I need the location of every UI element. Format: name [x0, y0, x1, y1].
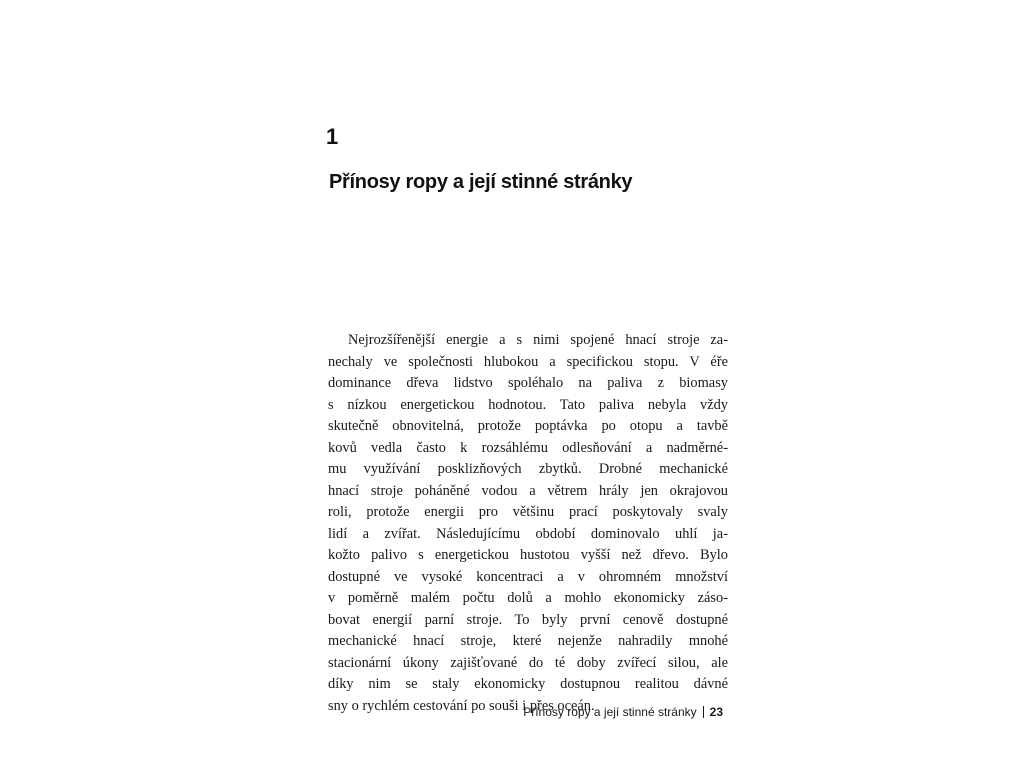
paragraph-line: skutečně obnovitelná, protože poptávka po otopu a tavbě [328, 418, 728, 434]
paragraph-line: kovů vedla často k rozsáhlému odlesňování a nadměrné- [328, 439, 728, 456]
paragraph-line: hnací stroje poháněné vodou a větrem hrály jen okrajovou [328, 482, 728, 499]
paragraph-line: sny o rychlém cestování po souši i přes oceán. [328, 697, 595, 714]
page-number: 23 [709, 705, 723, 719]
paragraph-line: mechanické hnací stroje, které nejenže nahradily mnohé [328, 633, 728, 649]
paragraph-line: bovat energií parní stroje. To byly první cenově dostupné [328, 611, 728, 628]
page-footer [523, 706, 723, 718]
paragraph-line: dominance dřeva lidstvo spoléhalo na paliva z biomasy [328, 375, 728, 391]
chapter-title: Přínosy ropy a její stinné stránky [329, 171, 633, 193]
paragraph-line: roli, protože energii pro většinu prací poskytovaly svaly [328, 504, 728, 520]
paragraph-line: dostupné ve vysoké koncentraci a v ohromném množství [328, 568, 728, 585]
paragraph-line: s nízkou energetickou hodnotou. Tato paliva nebyla vždy [328, 396, 728, 413]
paragraph-line: Nejrozšířenější energie a s nimi spojené hnací stroje za- [348, 332, 728, 348]
footer-separator [703, 706, 704, 718]
paragraph-line: v poměrně malém počtu dolů a mohlo ekonomicky záso- [328, 590, 728, 606]
paragraph-line: stacionární úkony zajišťované do té doby zvířecí silou, ale [328, 654, 728, 671]
paragraph-line: nechaly ve společnosti hlubokou a specifickou stopu. V éře [328, 353, 728, 370]
paragraph-line: díky nim se staly ekonomicky dostupnou realitou dávné [328, 676, 728, 692]
paragraph-line: lidí a zvířat. Následujícímu období dominovalo uhlí ja- [328, 525, 728, 542]
chapter-number: 1 [326, 124, 339, 149]
paragraph-line: mu využívání posklizňových zbytků. Drobné mechanické [328, 461, 728, 477]
running-title: Přínosy ropy a její stinné stránky [523, 705, 697, 719]
paragraph-line: kožto palivo s energetickou hustotou vyšší než dřevo. Bylo [328, 547, 728, 563]
body-paragraph [328, 330, 728, 717]
